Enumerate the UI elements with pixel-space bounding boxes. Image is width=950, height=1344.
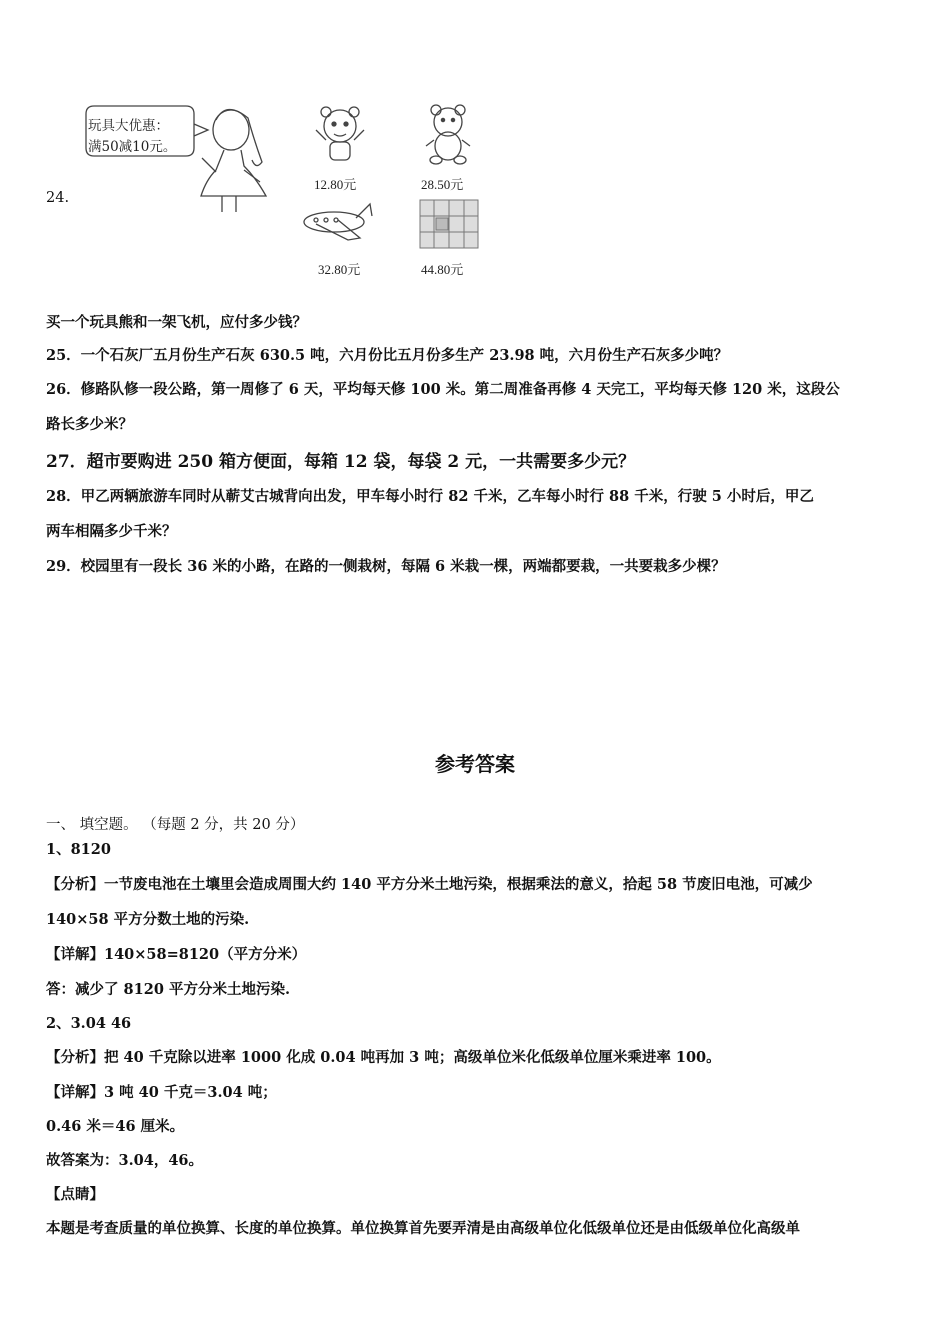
airplane-toy-image	[304, 204, 372, 240]
question-26-line-1: 26．修路队修一段公路，第一周修了 6 天，平均每天修 100 米。第二周准备再修 4 天完工，平均每天修 120 米，这段公	[46, 381, 840, 398]
answer-1-analysis-line-1: 【分析】一节废电池在土壤里会造成周围大约 140 平方分米土地污染，根据乘法的意义，拾起 58 节废旧电池，可减少	[46, 876, 813, 893]
bubble-line-1: 玩具大优惠：	[88, 118, 169, 134]
answer-2-comment: 本题是考查质量的单位换算、长度的单位换算。单位换算首先要弄清是由高级单位化低级单位还是由低级单位化高级单	[46, 1220, 800, 1237]
question-25: 25．一个石灰厂五月份生产石灰 630.5 吨，六月份比五月份多生产 23.98 吨，六月份生产石灰多少吨？	[46, 347, 729, 364]
answer-2-comment-heading: 【点睛】	[46, 1186, 104, 1203]
answer-1-detail: 【详解】140×58=8120（平方分米）	[46, 946, 307, 963]
price-airplane: 32.80元	[318, 262, 361, 277]
question-24-number: 24.	[46, 190, 70, 206]
speech-bubble-text	[88, 116, 176, 158]
question-26-line-2: 路长多少米？	[46, 416, 133, 433]
question-27: 27．超市要购进 250 箱方便面，每箱 12 袋，每袋 2 元，一共需要多少元？	[46, 452, 636, 472]
price-puzzle: 44.80元	[421, 262, 464, 277]
girl-figure	[201, 109, 266, 212]
answer-2-analysis: 【分析】把 40 千克除以进率 1000 化成 0.04 吨再加 3 吨；高级单位米化低级单位厘米乘进率 100。	[46, 1049, 721, 1066]
question-28-line-1: 28．甲乙两辆旅游车同时从蕲艾古城背向出发，甲车每小时行 82 千米，乙车每小时行 88 千米，行驶 5 小时后，甲乙	[46, 488, 814, 505]
answer-2-detail-line-2: 0.46 米＝46 厘米。	[46, 1118, 185, 1135]
puzzle-toy-image	[420, 200, 478, 248]
answer-2-heading: 2、3.04 46	[46, 1015, 132, 1032]
price-bear: 28.50元	[421, 177, 464, 192]
answers-title: 参考答案	[435, 752, 515, 776]
answer-2-detail-line-1: 【详解】3 吨 40 千克＝3.04 吨；	[46, 1084, 277, 1101]
section-1-heading: 一、 填空题。 （每题 2 分，共 20 分）	[46, 817, 305, 833]
teddy-bear-image	[426, 105, 470, 164]
bubble-line-2: 满50减10元。	[88, 139, 177, 155]
question-28-line-2: 两车相隔多少千米？	[46, 523, 177, 540]
tiger-toy-image	[316, 107, 364, 160]
question-24-text: 买一个玩具熊和一架飞机，应付多少钱？	[46, 314, 307, 331]
question-29: 29．校园里有一段长 36 米的小路，在路的一侧栽树，每隔 6 米栽一棵，两端都要栽，一共要栽多少棵？	[46, 558, 726, 575]
answer-2-conclusion: 故答案为：3.04，46。	[46, 1152, 203, 1169]
answer-1-analysis-line-2: 140×58 平方分数土地的污染.	[46, 911, 250, 928]
answer-1-heading: 1、8120	[46, 841, 111, 858]
answer-1-conclusion: 答：减少了 8120 平方分米土地污染.	[46, 981, 290, 998]
price-tiger: 12.80元	[314, 177, 357, 192]
